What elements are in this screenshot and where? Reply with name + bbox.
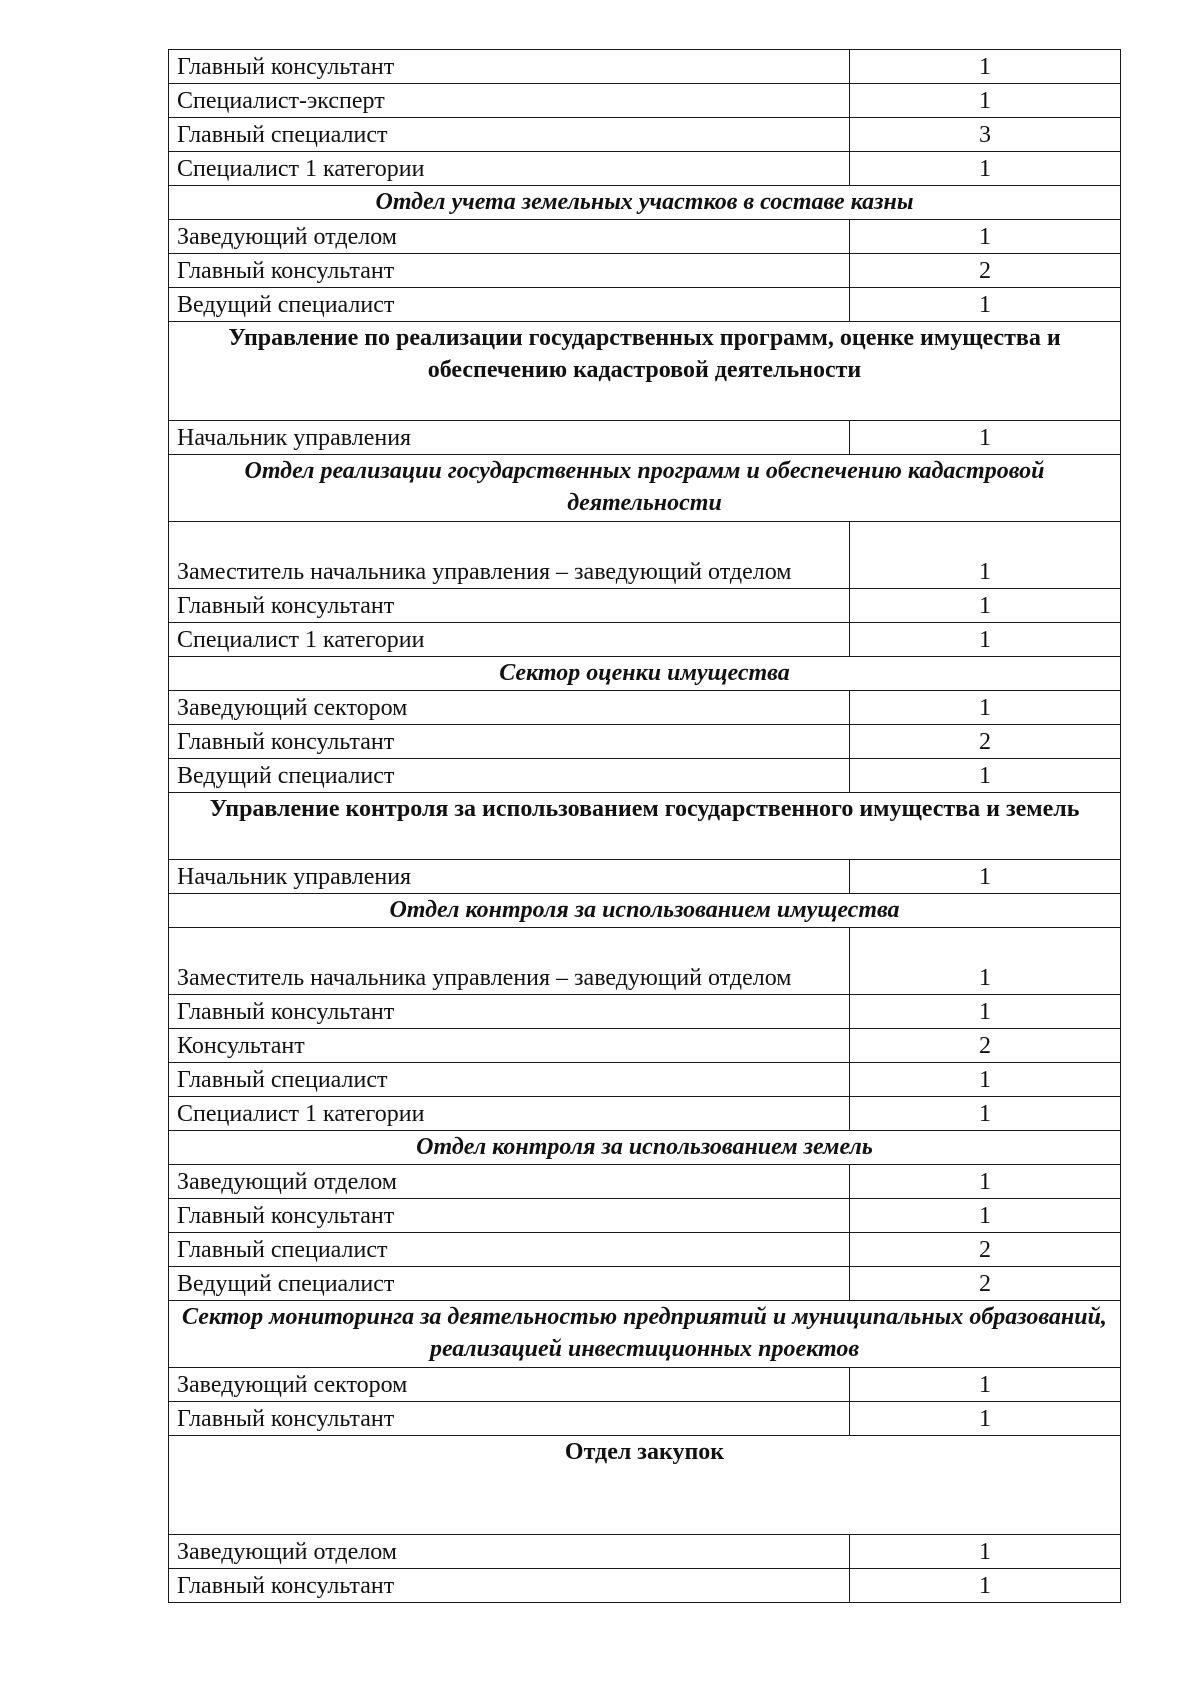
section-header-row: [169, 455, 1121, 522]
section-title: Отдел закупок: [169, 1436, 1121, 1535]
table-row: [169, 84, 1121, 118]
table-row: [169, 759, 1121, 793]
table-row: [169, 995, 1121, 1029]
section-header-row: [169, 793, 1121, 860]
table-row: [169, 1165, 1121, 1199]
position-cell: Специалист 1 категории: [169, 152, 850, 186]
position-cell: Консультант: [169, 1029, 850, 1063]
section-header-row: [169, 894, 1121, 928]
table-row: [169, 254, 1121, 288]
table-row: [169, 1569, 1121, 1603]
table-row: [169, 50, 1121, 84]
count-cell: 1: [850, 84, 1121, 118]
count-cell: 1: [850, 1097, 1121, 1131]
table-row: [169, 1233, 1121, 1267]
table-row: [169, 928, 1121, 995]
table-row: [169, 1097, 1121, 1131]
count-cell: 2: [850, 254, 1121, 288]
count-cell: 2: [850, 1233, 1121, 1267]
position-cell: Главный консультант: [169, 1199, 850, 1233]
count-cell: 1: [850, 589, 1121, 623]
position-cell: Главный специалист: [169, 118, 850, 152]
count-cell: 1: [850, 421, 1121, 455]
position-cell: Заведующий отделом: [169, 220, 850, 254]
count-cell: 1: [850, 928, 1121, 995]
position-cell: Заведующий отделом: [169, 1535, 850, 1569]
section-title: Отдел контроля за использованием имущества: [169, 894, 1121, 928]
count-cell: 1: [850, 522, 1121, 589]
count-cell: 1: [850, 152, 1121, 186]
table-row: [169, 1267, 1121, 1301]
position-cell: Ведущий специалист: [169, 288, 850, 322]
table-row: [169, 623, 1121, 657]
section-header-row: [169, 1131, 1121, 1165]
position-cell: Главный консультант: [169, 589, 850, 623]
table-row: [169, 522, 1121, 589]
count-cell: 1: [850, 288, 1121, 322]
count-cell: 1: [850, 1165, 1121, 1199]
table-row: [169, 691, 1121, 725]
section-header-row: [169, 186, 1121, 220]
count-cell: 2: [850, 1029, 1121, 1063]
position-cell: Начальник управления: [169, 421, 850, 455]
position-cell: Главный специалист: [169, 1063, 850, 1097]
section-title: Отдел реализации государственных программ и обеспечению кадастровой деятельности: [169, 455, 1121, 522]
table-row: [169, 220, 1121, 254]
count-cell: 1: [850, 860, 1121, 894]
position-cell: Специалист-эксперт: [169, 84, 850, 118]
section-header-row: [169, 1436, 1121, 1535]
count-cell: 1: [850, 1535, 1121, 1569]
count-cell: 2: [850, 1267, 1121, 1301]
table-row: [169, 118, 1121, 152]
position-cell: Заведующий сектором: [169, 1368, 850, 1402]
position-cell: Главный консультант: [169, 725, 850, 759]
section-title: Сектор мониторинга за деятельностью предприятий и муниципальных образований, реализацией инвестиционных проектов: [169, 1301, 1121, 1368]
staffing-table: [168, 49, 1121, 1603]
position-cell: Ведущий специалист: [169, 759, 850, 793]
count-cell: 1: [850, 995, 1121, 1029]
count-cell: 1: [850, 220, 1121, 254]
count-cell: 1: [850, 691, 1121, 725]
position-cell: Заместитель начальника управления – заведующий отделом: [169, 522, 850, 589]
section-header-row: [169, 657, 1121, 691]
position-cell: Ведущий специалист: [169, 1267, 850, 1301]
position-cell: Главный консультант: [169, 254, 850, 288]
position-cell: Главный консультант: [169, 50, 850, 84]
count-cell: 1: [850, 1368, 1121, 1402]
table-row: [169, 725, 1121, 759]
table-row: [169, 1199, 1121, 1233]
count-cell: 1: [850, 1063, 1121, 1097]
table-row: [169, 152, 1121, 186]
count-cell: 1: [850, 759, 1121, 793]
section-title: Управление по реализации государственных программ, оценке имущества и обеспечению кадастровой деятельности: [169, 322, 1121, 421]
count-cell: 1: [850, 50, 1121, 84]
section-title: Управление контроля за использованием государственного имущества и земель: [169, 793, 1121, 860]
count-cell: 2: [850, 725, 1121, 759]
table-row: [169, 1063, 1121, 1097]
position-cell: Заведующий отделом: [169, 1165, 850, 1199]
table-row: [169, 589, 1121, 623]
count-cell: 1: [850, 1569, 1121, 1603]
position-cell: Главный консультант: [169, 995, 850, 1029]
count-cell: 1: [850, 1402, 1121, 1436]
count-cell: 3: [850, 118, 1121, 152]
count-cell: 1: [850, 1199, 1121, 1233]
count-cell: 1: [850, 623, 1121, 657]
staffing-table-body: [169, 50, 1121, 1603]
position-cell: Главный специалист: [169, 1233, 850, 1267]
table-row: [169, 421, 1121, 455]
table-row: [169, 860, 1121, 894]
position-cell: Начальник управления: [169, 860, 850, 894]
table-row: [169, 288, 1121, 322]
section-header-row: [169, 322, 1121, 421]
position-cell: Главный консультант: [169, 1402, 850, 1436]
section-header-row: [169, 1301, 1121, 1368]
position-cell: Заведующий сектором: [169, 691, 850, 725]
position-cell: Главный консультант: [169, 1569, 850, 1603]
position-cell: Специалист 1 категории: [169, 623, 850, 657]
position-cell: Специалист 1 категории: [169, 1097, 850, 1131]
section-title: Отдел учета земельных участков в составе казны: [169, 186, 1121, 220]
table-row: [169, 1402, 1121, 1436]
section-title: Сектор оценки имущества: [169, 657, 1121, 691]
table-row: [169, 1535, 1121, 1569]
table-row: [169, 1368, 1121, 1402]
position-cell: Заместитель начальника управления – заведующий отделом: [169, 928, 850, 995]
table-row: [169, 1029, 1121, 1063]
section-title: Отдел контроля за использованием земель: [169, 1131, 1121, 1165]
